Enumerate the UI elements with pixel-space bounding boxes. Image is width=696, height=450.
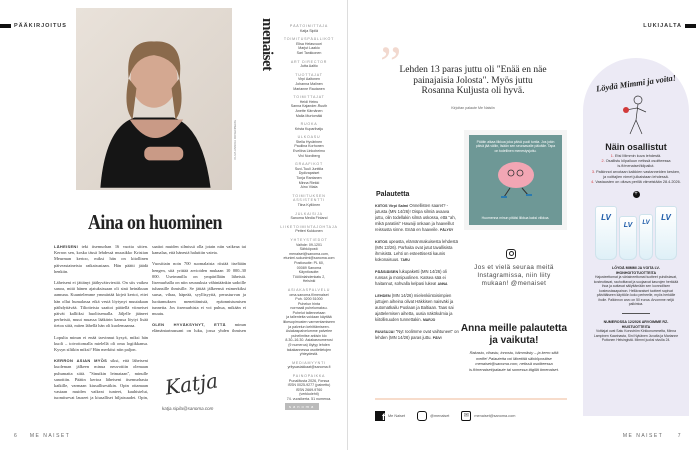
masthead-name: Marjut Laakio bbox=[298, 46, 320, 51]
masthead-name: 74. vuosikerta, 51 numeroa. bbox=[286, 396, 332, 400]
masthead-name: Tiina Kyllönen bbox=[297, 203, 321, 207]
masthead-name: Malla Murtomäki bbox=[295, 113, 323, 118]
masthead-name: Tonja Rantanen bbox=[296, 176, 322, 181]
signature: Katja bbox=[163, 368, 220, 400]
masthead-name: oma.sanoma.fi/menaiset bbox=[289, 292, 329, 297]
masthead-name: normaali puhelumaksu. bbox=[290, 306, 328, 311]
contest-title: Löydä Mimmi ja voita! bbox=[595, 72, 677, 94]
section-label bbox=[643, 23, 696, 29]
section-title: LUKIJALTA bbox=[643, 23, 682, 29]
masthead-group bbox=[278, 225, 340, 234]
lv-products-image bbox=[595, 202, 677, 260]
masthead-name: Sanoma Media Finland bbox=[290, 216, 328, 221]
masthead-name: Helsinki bbox=[302, 279, 316, 284]
masthead-group bbox=[278, 37, 340, 55]
sanoma-logo: sanoma bbox=[285, 403, 319, 410]
paragraph: saattoi muiden silmissä olla jotain niin vaikeaa tai kamalaa, että hänestä haluttiin vaieta. bbox=[152, 244, 246, 256]
social-links bbox=[375, 411, 515, 421]
masthead-group bbox=[278, 122, 340, 131]
masthead-name: Sähköposti: bbox=[299, 247, 319, 252]
instagram-icon bbox=[417, 411, 427, 421]
masthead-group bbox=[278, 374, 340, 400]
masthead-name: liikesopimusten varmentamiseen bbox=[282, 320, 336, 325]
masthead-group bbox=[278, 194, 340, 208]
masthead-role: TOIMITUKSEN ASSISTENTTI bbox=[292, 193, 326, 203]
masthead-group bbox=[278, 60, 340, 69]
masthead-name: Anette Kärnänen bbox=[295, 108, 323, 113]
masthead-role: PAINOPAIKKA bbox=[292, 374, 326, 378]
plus-icon: + bbox=[634, 191, 638, 198]
prize-text: Hajusteettomat ja väriaineettomat tuotteet puhdistavat, kosteuttavat, rauhoittavat ja suojaavat kasvojen herkkää ihoa ja auttavat säilyttämään sen luonnollisen kosteustasapainon. Hellävaraiset tuotteet sopivat päivittäiseen käyttöön koko perheelle, myös herkälle iholle. Palkinnon arvo on 50 euroa. Arvomme neljä palkintoa. bbox=[593, 275, 679, 307]
masthead-name: Katja Sipilä bbox=[300, 28, 318, 33]
paragraph: Läheiseni ei jättänyt jäähyväisviestiä. On siis vaikea sanoa, mitä hänen ajatuksissaan oli sinä heinäkuun aamuna. Kuuntelemme ymmärtää kirjeä kertoi, ettei hän ollut humalassa eikä vestä löytynyt muutakaan päihdyttävää. Tiliotteista saattoi päätellä viimeiset päivät kalliiksi huolitsemalla. Jäljelle jääneet perheistä, muut muassa lääkärin kanssa löytyi lisää tietoa siitä, miten lähellä hän oli kuolemaansa. bbox=[54, 280, 148, 329]
social-instagram[interactable]: @menaiset bbox=[417, 411, 449, 421]
masthead-name: (9 numeroa) löytyy lehden bbox=[288, 343, 330, 348]
masthead-name: Sanna Kajander-Ruuth bbox=[290, 104, 328, 109]
feedback-item: PÄÄSIÄISEN lukupaketti (MN 14/26) oli runsas ja monipuolinen. Katsea sää ei haitannut, sohvalla kelpasi lukea! ANNA bbox=[375, 269, 448, 286]
feedback-item: RUUSUJA! "Nyt roolimme ovat vaihtuneet" on lehden (MN 14/26) paras juttu. PÄIVI bbox=[375, 329, 459, 340]
editorial-title: Aina on huominen bbox=[87, 210, 223, 234]
contest-panel bbox=[583, 58, 689, 416]
facebook-icon: f bbox=[375, 411, 385, 421]
masthead-name: Eveliina Linkoheimo bbox=[293, 149, 325, 154]
card-caption: Huomenna minun pitäisi liikkua kaksi viikkoa. bbox=[481, 215, 550, 220]
instagram-icon[interactable] bbox=[506, 249, 516, 259]
masthead-group bbox=[278, 288, 340, 357]
page-number: 6 bbox=[14, 433, 19, 439]
masthead-name: Töölönlahdenkatu 2, bbox=[292, 274, 326, 279]
masthead-name: ja palvelun kehittämiseen. bbox=[288, 324, 330, 329]
masthead-name: Pauliina Korhonen bbox=[294, 144, 324, 149]
masthead-role: GRAAFIKOT bbox=[295, 162, 323, 167]
portrait-illustration bbox=[76, 8, 232, 190]
masthead-role: TUOTTAJAT bbox=[295, 72, 323, 77]
masthead-credits bbox=[278, 20, 340, 400]
social-email[interactable]: ✉ menaiset@sanoma.com bbox=[461, 411, 515, 421]
paragraph: Lopulta minun ei enää tarvinnut kysyä, miksi hän kuoli – toivottomalla mielellä oli oma logiikkansa. Kysyn siltikin miksi? Hän merkitsi niin paljon. bbox=[54, 334, 148, 353]
masthead-role: RUOKA bbox=[300, 122, 318, 127]
prize-title: LÖYDÄ MIMMI JA VOITA LV-IHONHOITOTUOTTEITA bbox=[612, 266, 660, 275]
masthead-group bbox=[278, 24, 340, 33]
product-tube: LV bbox=[639, 214, 653, 260]
winners-title: NUMEROSSA 12/2026 ARVOIMME RZ-HIUSTUOTTEITA bbox=[603, 319, 669, 329]
masthead-name: puhelimitse arkisin klo bbox=[291, 333, 327, 338]
mail-icon: ✉ bbox=[461, 411, 471, 421]
masthead-name: Puhelun hinta bbox=[298, 301, 320, 306]
masthead-name: menaiset@sanoma.com, bbox=[289, 251, 329, 256]
masthead-group bbox=[278, 135, 340, 158]
masthead-group bbox=[278, 238, 340, 284]
step-item: 1. Etsi Mimmin kuva lehdestä. bbox=[610, 154, 662, 158]
masthead-name: Heidi Heinu bbox=[299, 99, 319, 104]
feedback-item: LEHDEN (MN 14/26) mielenkiintoisimpien juttujen aiheina olivat Häkkisen naisväki ja automatkailu Puolaan ja Baltiaan. Taas sai ajattelemisen aihetta, uusia näkökulmia ja kiitollisuuden tunnettakin. MARJO bbox=[375, 293, 454, 322]
masthead-name: Suvi-Tuuli Junttila bbox=[294, 166, 324, 171]
masthead-name: Jutta Aaltio bbox=[300, 64, 318, 69]
quote-mark-icon: ” bbox=[380, 37, 402, 90]
masthead-name: Puh. 0200 51000 bbox=[295, 297, 323, 302]
section-title: PÄÄKIRJOITUS bbox=[14, 23, 67, 29]
masthead-name: Minna Riekki bbox=[298, 180, 320, 185]
masthead-role: ULKOASU bbox=[297, 135, 321, 140]
brain-illustration bbox=[486, 155, 546, 199]
step-item: 4. Vastausten on oltava perillä viimeistään 28.4.2026. bbox=[591, 180, 681, 185]
editor-email[interactable]: katja.sipila@sanoma.com bbox=[162, 406, 214, 411]
masthead-role: TOIMITTAJAT bbox=[293, 95, 325, 100]
magazine-name: ME NAISET bbox=[29, 433, 71, 439]
paragraph: OLEN HYVÄKSYNYT, ETTÄ minun elämäntarinassani on luku, jossa yhden ihmisen bbox=[152, 322, 246, 334]
mimmi-illustration bbox=[616, 94, 656, 138]
masthead-name: Vivi Nordberg bbox=[298, 153, 320, 158]
masthead-name: (verkkolehti) bbox=[299, 392, 319, 397]
feedback-item: KIITOS Virpi Salmi Onnellisten saaret? -jutusta (MN 14/26)! Oispa silmiä avaava juttu, olin todellakin silmä uskossa, että "ah, mikä paratiisi" Hawaiji onkaan ja haaveillut reissusta sinne. Enää en haaveile. PÄLYSY bbox=[375, 203, 456, 232]
page-footer bbox=[623, 433, 682, 439]
masthead-logo: menaiset bbox=[259, 18, 275, 71]
masthead-role: YHTEYSTIEDOT bbox=[290, 237, 328, 242]
masthead-name: 8.30–16.30. Asiakasnumerosi bbox=[285, 338, 333, 343]
instagram-cta: Jos et vielä seuraa meitä Instagramissa, niin liity mukaan! @menaiset bbox=[474, 264, 554, 287]
masthead-name: Elisa Helasvuori bbox=[296, 41, 322, 46]
masthead-name: yritysasiakkaat@sanoma.fi bbox=[287, 365, 331, 370]
masthead-name: Stella Hyvärinen bbox=[295, 139, 323, 144]
winners-text: Voittajat ovat Satu Korsström Kirkkonummelta, Minna Lampinen Kaarinasta, Sini Nykänen Juvalta ja Marianne Puttonen Helsingistä. Mimmi juoksi sivulla 24. bbox=[593, 329, 679, 343]
page-footer bbox=[14, 433, 70, 439]
masthead-group bbox=[278, 212, 340, 221]
card-text: Päätin aikaa liikkua joka päivä puoli tuntia. Jos jokin päivä jää väliin, lisään sen seuraavalle päivälle. Tapa on todellinen menestysjuttu. bbox=[475, 140, 556, 153]
body-column-1 bbox=[54, 244, 148, 402]
masthead-name: PunaMusta 2026, Forssa bbox=[288, 378, 330, 383]
masthead-name: takakannessa osoitetietojen bbox=[286, 347, 332, 352]
masthead-name: Vaihde: 09-1201 bbox=[295, 242, 323, 247]
masthead-name: Marianne Rautanen bbox=[293, 86, 325, 91]
paragraph: KERRON ASIAN MYÖS siksi, että läheiseni kuoleman jälkeen minua neuvottiin olemaan puhumatta siitä. "Sinutkin leimataan", minulle sanottiin. Päätin kertoa läheiseni itsemurhasta kaikille, varmaan kiusallisestikin. Opin ottamaan vastaan muiden vaikeat tunteet, kauhistelut, tuomitsevat lauseet ja kiusalliset hiljaisuudet. Opin, bbox=[54, 358, 148, 401]
masthead-role: ASIAKASPALVELU bbox=[287, 287, 331, 292]
masthead-name: Johanna Malinen bbox=[295, 81, 323, 86]
magazine-name: ME NAISET bbox=[622, 433, 664, 439]
section-bar bbox=[685, 24, 696, 28]
masthead-name: ja tallenteita voidaan käyttää bbox=[286, 315, 332, 320]
masthead-role: TOIMITUSPÄÄLLIKÖT bbox=[283, 37, 335, 42]
masthead-name: Dydivapaiset bbox=[298, 171, 320, 176]
photo-credit: KUVA ANNIKA ROSENBERG bbox=[233, 120, 237, 160]
masthead-role: PÄÄTOIMITTAJA bbox=[289, 24, 329, 28]
masthead-role: ART DIRECTOR bbox=[290, 59, 328, 64]
feedback-title: Palautetta bbox=[376, 191, 410, 198]
masthead-name: Sari Tankkonen bbox=[296, 50, 322, 55]
masthead-role: JULKAISIJA bbox=[295, 211, 323, 216]
section-label bbox=[0, 23, 67, 29]
card-graphic bbox=[469, 135, 562, 225]
masthead-name: ISSN 2669-9760 bbox=[295, 387, 323, 392]
divider-line bbox=[375, 398, 567, 400]
feedback-cta-text: Rakastu, vihastu, innostu, hämmästy – ja kerro siitä meille! Palautetta voi lähettää sähköpostitse menaiset@sanoma.com, netissä osoitteessa is.fi/menaiset/palaute tai somessa tägillä #menaiset. bbox=[469, 350, 559, 372]
masthead-group bbox=[278, 361, 340, 370]
reader-quote: Lehden 13 paras juttu oli "Enää en näe painajaisia Jolosta". Myös juttu Rosanna Kuljusta oli hyvä. bbox=[399, 65, 547, 96]
feedback-cta-title: Anna meille palautetta ja vaikuta! bbox=[460, 323, 568, 346]
masthead-name: yhteydestä. bbox=[299, 352, 319, 357]
steps-list bbox=[583, 152, 689, 187]
product-tube: LV bbox=[655, 206, 677, 260]
masthead-group bbox=[278, 162, 340, 190]
masthead-name: Petteri Kukkonen bbox=[295, 229, 323, 234]
masthead-name: ISSN 0025-9277 (painettu) bbox=[287, 383, 331, 388]
page-number: 7 bbox=[677, 433, 682, 439]
masthead-name: Virpi Aaltonen bbox=[297, 77, 321, 82]
product-tube: LV bbox=[619, 216, 637, 260]
masthead-group bbox=[278, 95, 340, 118]
masthead-role: MEDIAMYYNTI bbox=[292, 360, 326, 365]
masthead-name: Aino Viiala bbox=[300, 185, 318, 190]
how-to-title: Näin osallistut bbox=[605, 142, 667, 152]
masthead-name: Krista Kuparihatju bbox=[294, 126, 324, 131]
reader-photo-card bbox=[464, 130, 567, 230]
masthead-name: Käyntiosoite: bbox=[298, 270, 320, 275]
masthead-name: Asiakaspalvelumme palvelee bbox=[285, 329, 333, 334]
masthead-group bbox=[278, 73, 340, 91]
product-tube: LV bbox=[595, 206, 617, 260]
editor-photo bbox=[76, 8, 232, 190]
masthead-name: 00089 Sanoma bbox=[296, 265, 322, 270]
masthead-role: LIIKETOIMINTAJOHTAJA bbox=[280, 224, 338, 229]
right-page bbox=[348, 0, 696, 450]
social-facebook[interactable]: f Me Naiset bbox=[375, 411, 405, 421]
quote-source: Kirjoitan palaute Me Naisiin bbox=[451, 106, 495, 110]
step-item: 3. Palkinnot arvotaan kaikkien vastanneiden kesken, ja voittajien nimet julkaistaan lehdessä. bbox=[591, 169, 681, 179]
section-bar bbox=[0, 24, 11, 28]
body-column-2 bbox=[152, 244, 246, 334]
feedback-item: KIITOS upeasta, elämänmakuisesta lehdestä (MN 13/26). Parhaita ovat jutut tavallisista ihmisistä. Lehti on esteettisesti kaunis kokonaisuus. TARU bbox=[375, 239, 458, 262]
divider-line bbox=[622, 313, 650, 314]
feedback-list bbox=[375, 203, 459, 393]
masthead-name: Postiosoite: PL 60, bbox=[294, 260, 324, 265]
masthead-name: Puhelut tallennetaan bbox=[292, 310, 326, 315]
paragraph: LÄHEISENI teki itsemurhan 16 vuotta sitten. Kerron sen, koska tässä lehdessä muusikko Kristian Meurman kertoo, miksi hän on kitollinen päiveastaineista ratkaisustaan. Hän päätti jäädä henkiin. bbox=[54, 244, 148, 274]
step-item: 2. Osallistu kilpailuun netissä osoitteessa is.fi/menaiset/kilpailut. bbox=[601, 159, 671, 169]
masthead-name: etunimi.sukunimi@sanoma.com bbox=[283, 256, 335, 261]
paragraph: Vuosittain noin 700 suomalaista riistää itseltään hengen, sitä yrittää arvioiden mukaan 10 000–30 000. Useimmilla on ympärillään läheisiä. Itsemurhalla on niin seurauksia vähintäänkin sadoille tuhansille ihmisille. Se jättää jälkeensä esimerkiksi surua, vihaa, häpeää, syyllisyyttä, perusturvan ja luottamuksen menettämistä, epäonnistumisen tunnetta. Jos itsemurhista ei voi puhua, mikään ei muutu. bbox=[152, 261, 246, 317]
